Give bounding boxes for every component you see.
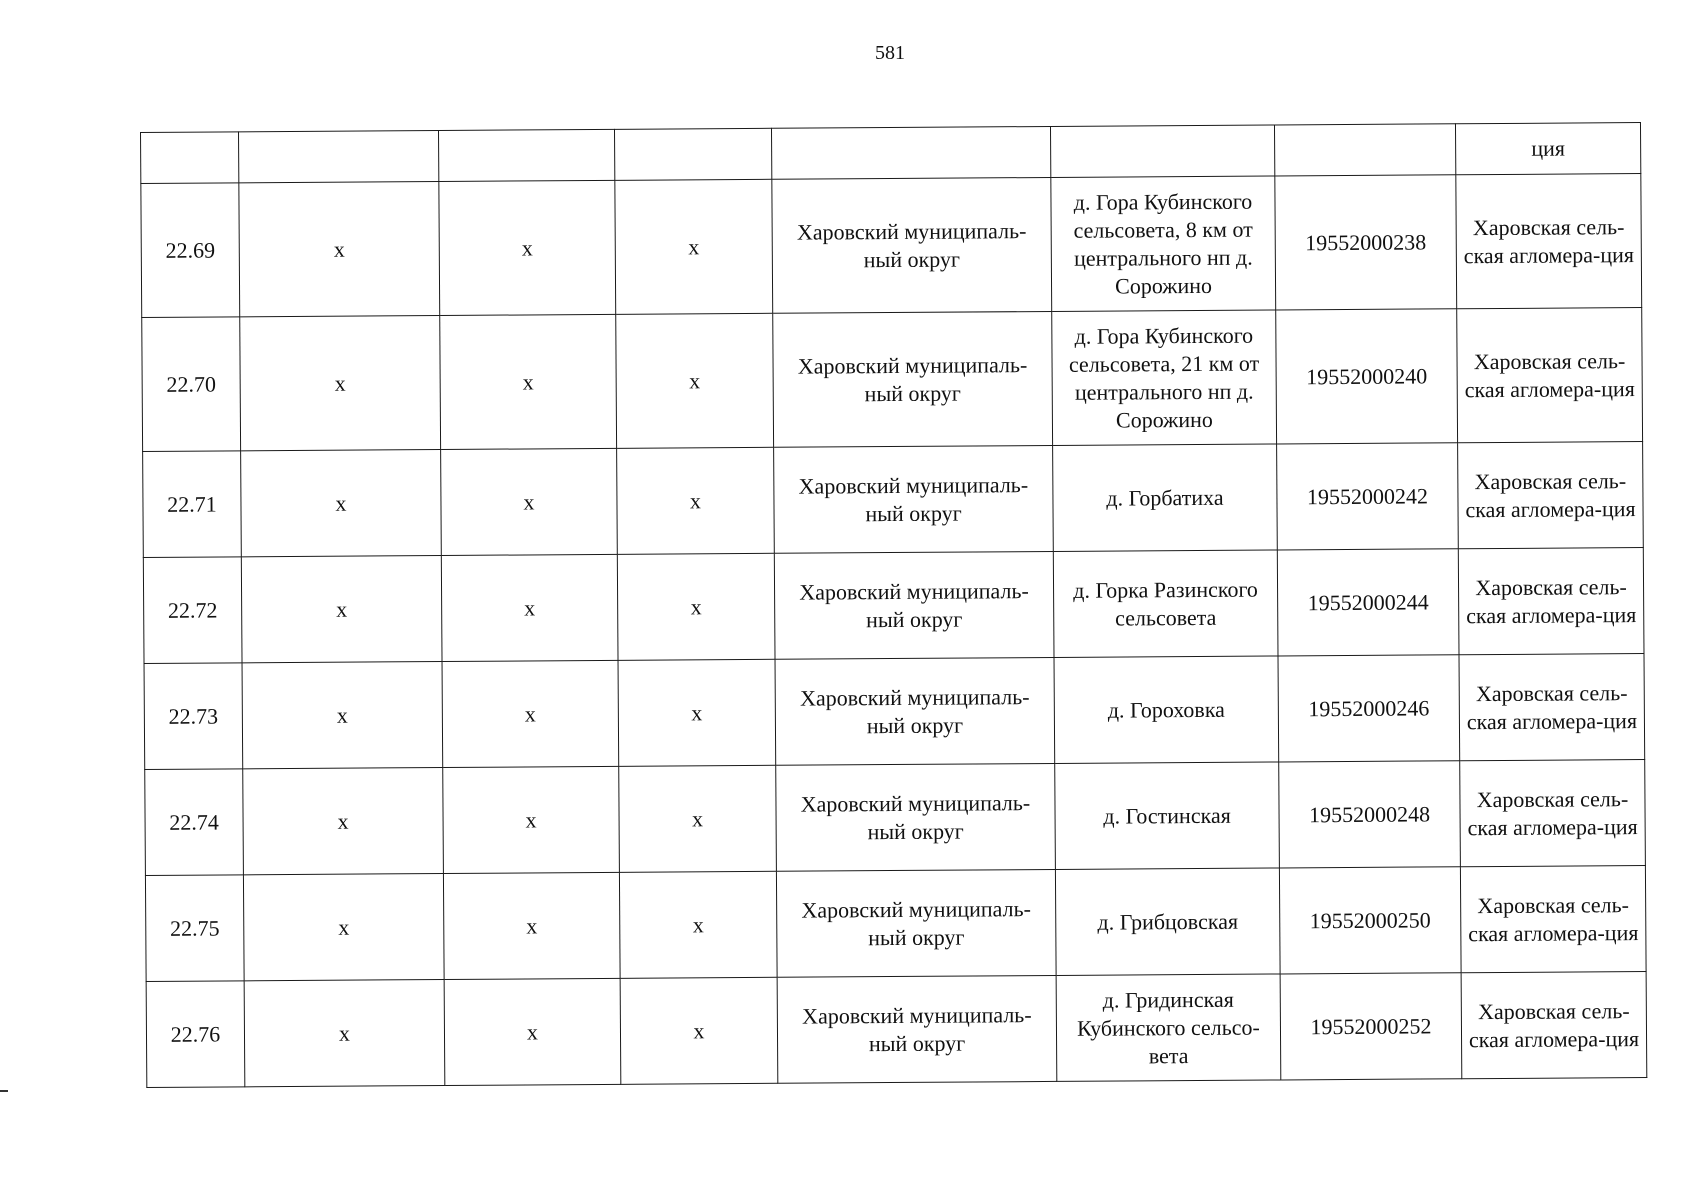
carry-over-text: ция xyxy=(1455,123,1640,175)
settlement-cell: д. Гора Кубинского сельсовета, 8 км от центрального нп д. Сорожино xyxy=(1051,176,1276,311)
row-number-cell: 22.72 xyxy=(143,557,242,664)
table-row xyxy=(143,442,1644,558)
settlement-cell: д. Горбатиха xyxy=(1053,444,1278,551)
mark-cell: х xyxy=(443,872,620,979)
agglomeration-cell: Харовская сель-ская агломера-ция xyxy=(1458,442,1644,549)
mark-cell: х xyxy=(439,180,616,315)
agglomeration-cell: Харовская сель-ская агломера-ция xyxy=(1459,654,1645,761)
empty-cell xyxy=(141,132,239,184)
table-row xyxy=(141,174,1642,318)
row-number-cell: 22.74 xyxy=(145,769,244,876)
district-cell: Харовский муниципаль-ный округ xyxy=(777,975,1057,1083)
empty-cell xyxy=(239,131,439,183)
oktmo-code-cell: 19552000246 xyxy=(1278,655,1460,762)
district-cell: Харовский муниципаль-ный округ xyxy=(775,657,1055,765)
table-row xyxy=(143,548,1644,664)
mark-cell: х xyxy=(618,659,776,766)
oktmo-code-cell: 19552000248 xyxy=(1279,761,1461,868)
settlement-cell: д. Гороховка xyxy=(1054,656,1279,763)
settlement-cell: д. Грибцовская xyxy=(1055,868,1280,975)
empty-cell xyxy=(771,126,1050,179)
oktmo-code-cell: 19552000240 xyxy=(1276,309,1458,444)
mark-cell: х xyxy=(442,660,619,767)
mark-cell: х xyxy=(444,978,621,1085)
page-number: 581 xyxy=(875,42,905,64)
district-cell: Харовский муниципаль-ный округ xyxy=(772,177,1052,313)
mark-cell: х xyxy=(243,768,444,875)
agglomeration-cell: Харовская сель-ская агломера-ция xyxy=(1457,308,1643,443)
oktmo-code-cell: 19552000252 xyxy=(1280,973,1462,1080)
district-cell: Харовский муниципаль-ный округ xyxy=(776,869,1056,977)
mark-cell: х xyxy=(241,450,442,557)
mark-cell: х xyxy=(244,980,445,1087)
mark-cell: х xyxy=(443,766,620,873)
agglomeration-cell: Харовская сель-ская агломера-ция xyxy=(1458,548,1644,655)
mark-cell: х xyxy=(441,554,618,661)
agglomeration-cell: Харовская сель-ская агломера-ция xyxy=(1461,972,1647,1079)
agglomeration-cell: Харовская сель-ская агломера-ция xyxy=(1460,760,1646,867)
mark-cell: х xyxy=(617,447,775,554)
empty-cell xyxy=(1050,125,1274,177)
mark-cell: х xyxy=(620,977,778,1084)
district-cell: Харовский муниципаль-ный округ xyxy=(773,311,1053,447)
row-number-cell: 22.76 xyxy=(146,981,245,1088)
empty-cell xyxy=(1274,124,1455,176)
mark-cell: х xyxy=(241,556,442,663)
row-number-cell: 22.75 xyxy=(145,875,244,982)
settlements-table xyxy=(140,122,1647,1088)
mark-cell: х xyxy=(617,553,775,660)
margin-tick xyxy=(0,1090,8,1092)
oktmo-code-cell: 19552000244 xyxy=(1277,549,1459,656)
mark-cell: х xyxy=(615,179,773,314)
district-cell: Харовский муниципаль-ный округ xyxy=(776,763,1056,871)
row-number-cell: 22.71 xyxy=(143,451,242,558)
table-row xyxy=(142,308,1643,452)
empty-cell xyxy=(614,128,771,180)
mark-cell: х xyxy=(441,448,618,555)
table-row xyxy=(145,866,1646,982)
table-row xyxy=(144,654,1645,770)
row-number-cell: 22.69 xyxy=(141,183,240,318)
district-cell: Харовский муниципаль-ный округ xyxy=(774,551,1054,659)
table-row xyxy=(146,972,1647,1088)
table-body xyxy=(141,123,1647,1088)
settlement-cell: д. Горка Разинского сельсовета xyxy=(1053,550,1278,657)
mark-cell: х xyxy=(240,316,441,451)
settlement-cell: д. Гора Кубинского сельсовета, 21 км от центрального нп д. Сорожино xyxy=(1052,310,1277,445)
agglomeration-cell: Харовская сель-ская агломера-ция xyxy=(1456,174,1642,309)
mark-cell: х xyxy=(440,314,617,449)
empty-cell xyxy=(438,129,614,181)
mark-cell: х xyxy=(239,182,440,317)
oktmo-code-cell: 19552000238 xyxy=(1275,175,1457,310)
row-number-cell: 22.70 xyxy=(142,317,241,452)
agglomeration-cell: Харовская сель-ская агломера-ция xyxy=(1460,866,1646,973)
row-number-cell: 22.73 xyxy=(144,663,243,770)
mark-cell: х xyxy=(243,874,444,981)
settlement-cell: д. Гридинская Кубинского сельсо-вета xyxy=(1056,974,1281,1081)
table-row xyxy=(145,760,1646,876)
mark-cell: х xyxy=(619,765,777,872)
oktmo-code-cell: 19552000242 xyxy=(1277,443,1459,550)
mark-cell: х xyxy=(616,313,774,448)
mark-cell: х xyxy=(242,662,443,769)
settlement-cell: д. Гостинская xyxy=(1055,762,1280,869)
oktmo-code-cell: 19552000250 xyxy=(1279,867,1461,974)
mark-cell: х xyxy=(619,871,777,978)
district-cell: Харовский муниципаль-ный округ xyxy=(774,445,1054,553)
